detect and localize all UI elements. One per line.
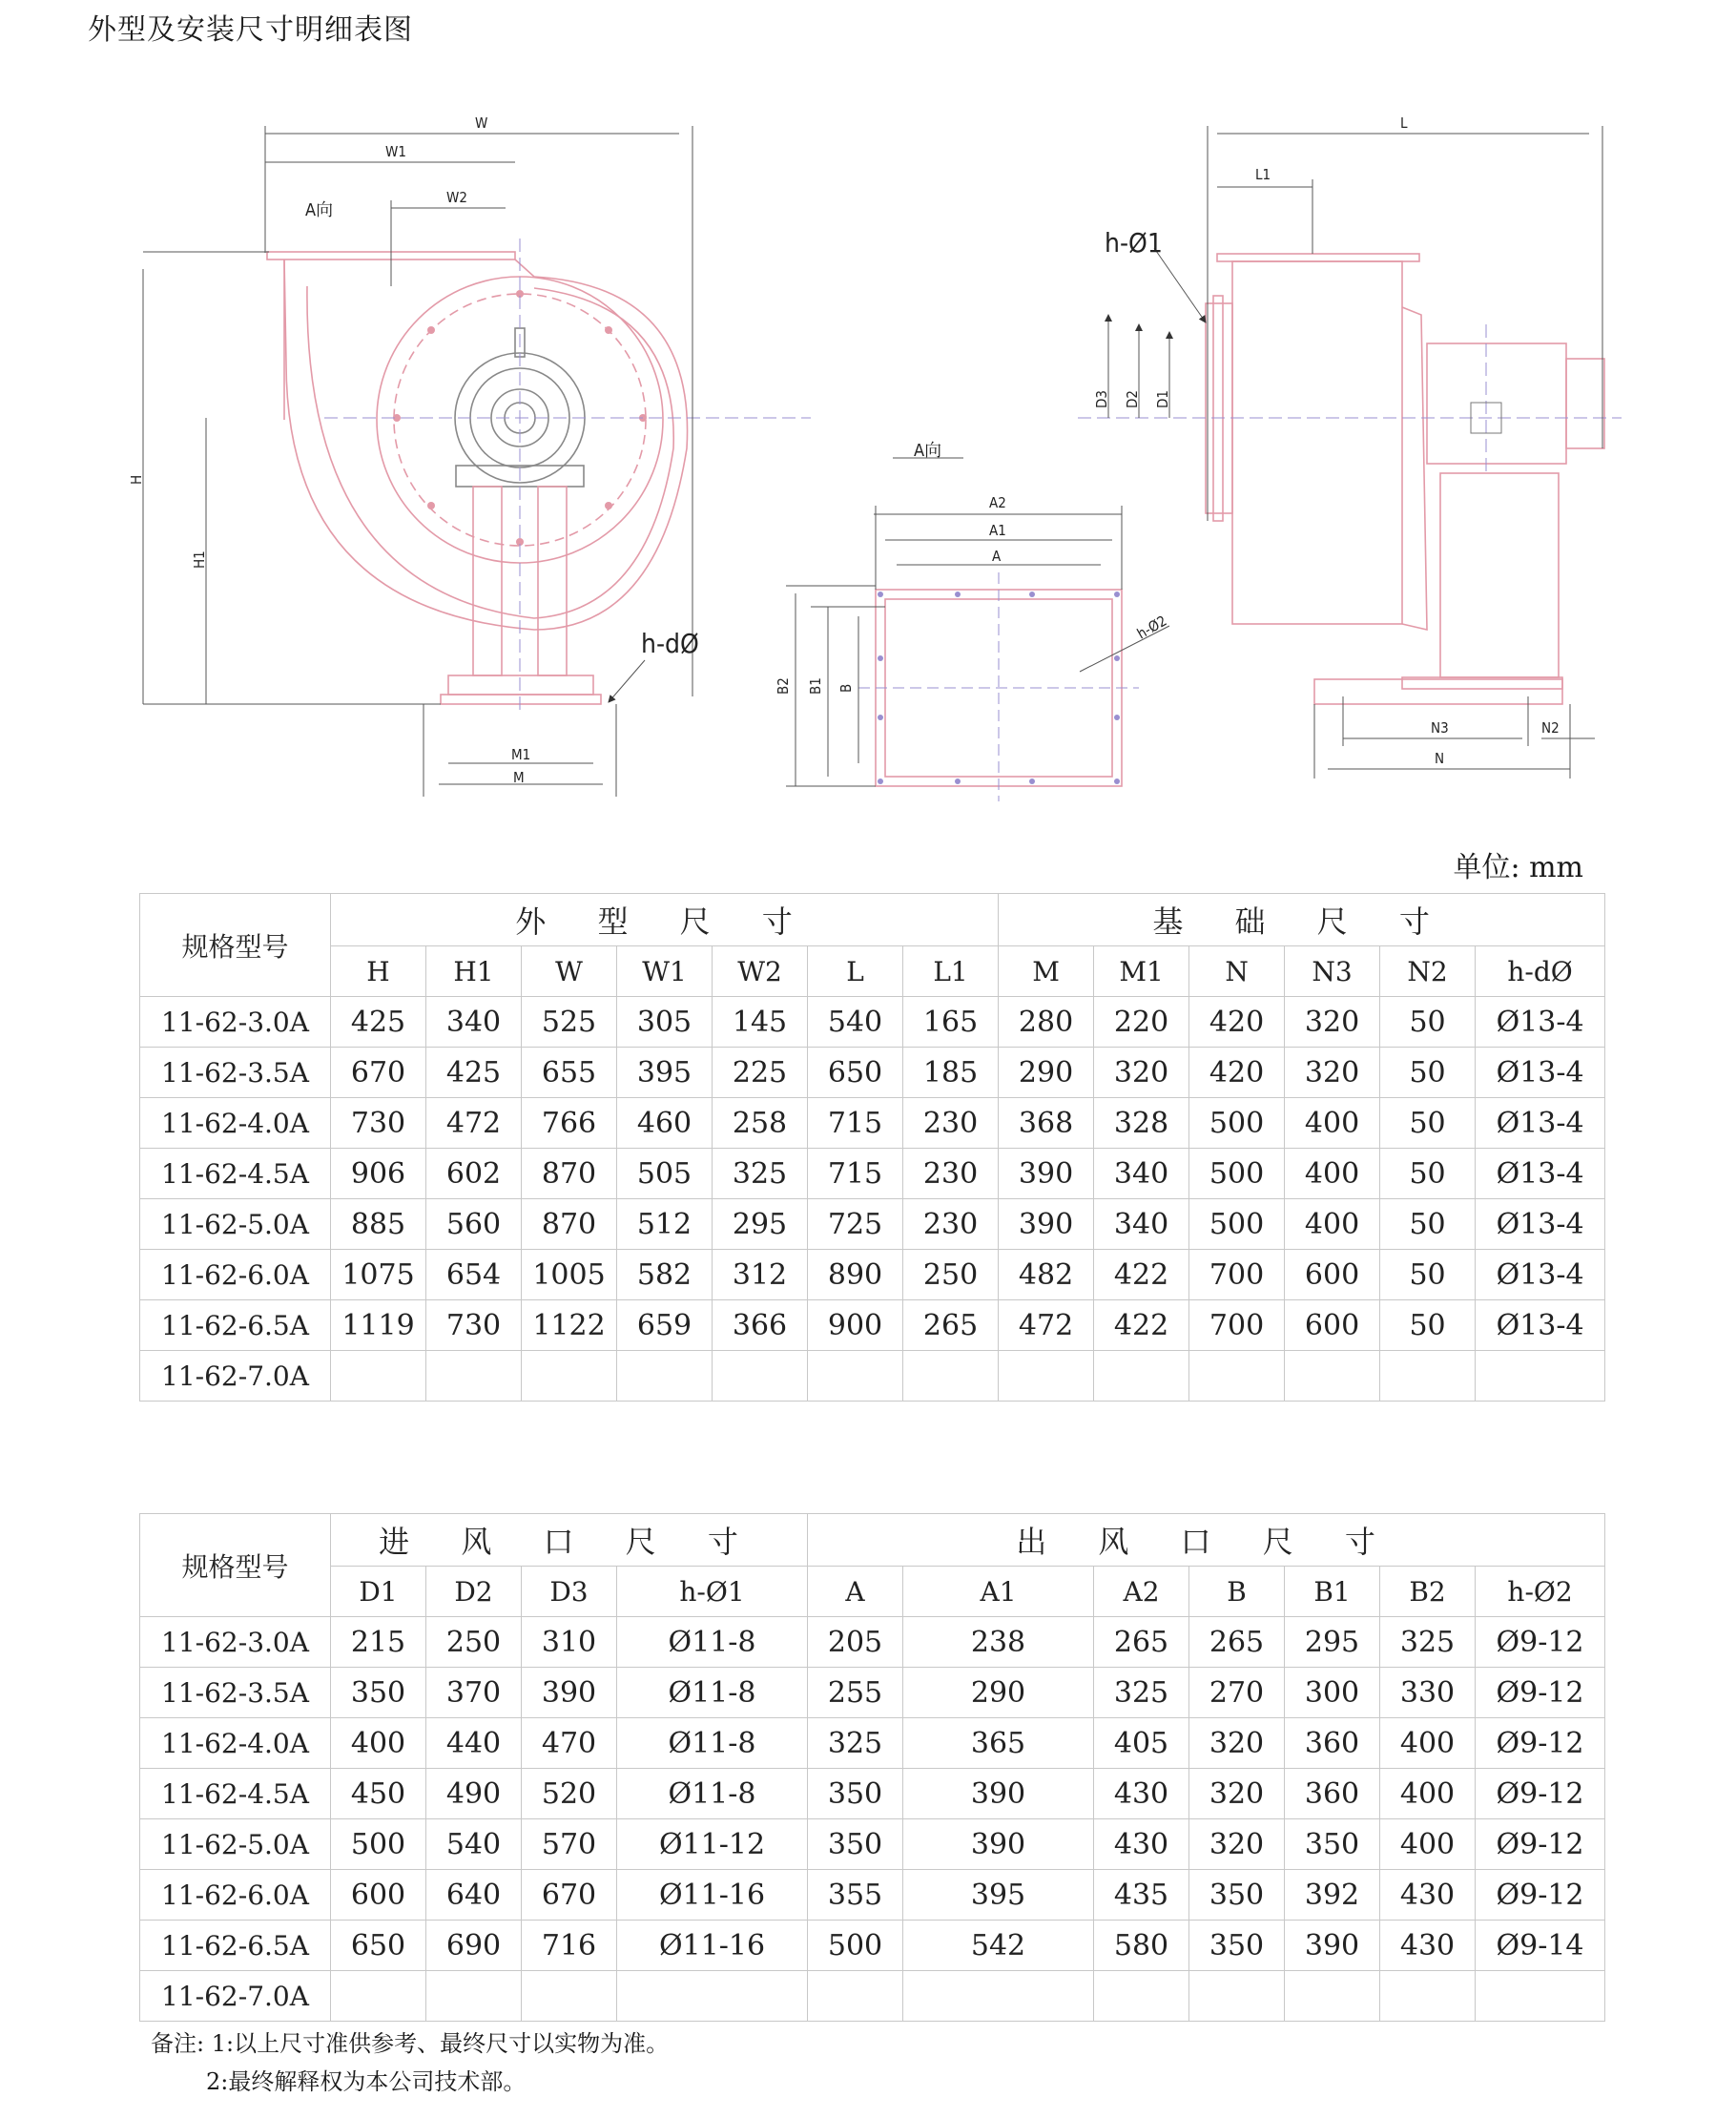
note-line-1: 备注: 1:以上尺寸准供参考、最终尺寸以实物为准。: [151, 2030, 670, 2057]
table1-group-row: [140, 894, 1605, 946]
value-cell: 320: [1094, 1048, 1189, 1098]
model-cell: 11-62-4.5A: [140, 1149, 331, 1199]
value-cell: [713, 1351, 808, 1402]
value-cell: [1094, 1971, 1189, 2022]
value-cell: Ø9-12: [1476, 1617, 1605, 1668]
value-cell: 482: [999, 1250, 1094, 1300]
model-cell: 11-62-6.5A: [140, 1921, 331, 1971]
value-cell: 525: [522, 997, 617, 1048]
dim-l-label: L: [1400, 114, 1408, 132]
model-cell: 11-62-3.0A: [140, 1617, 331, 1668]
column-header: B2: [1380, 1567, 1476, 1617]
value-cell: 50: [1380, 1199, 1476, 1250]
value-cell: 350: [808, 1769, 903, 1819]
value-cell: 390: [903, 1769, 1094, 1819]
value-cell: Ø11-8: [617, 1668, 808, 1718]
value-cell: [1380, 1351, 1476, 1402]
value-cell: 715: [808, 1098, 903, 1149]
value-cell: 505: [617, 1149, 713, 1199]
value-cell: 355: [808, 1870, 903, 1921]
value-cell: Ø13-4: [1476, 1250, 1605, 1300]
value-cell: 430: [1380, 1921, 1476, 1971]
value-cell: 730: [426, 1300, 522, 1351]
value-cell: Ø13-4: [1476, 997, 1605, 1048]
value-cell: 258: [713, 1098, 808, 1149]
outlet-flange-view: [775, 441, 1169, 801]
table2-group-row: [140, 1514, 1605, 1567]
value-cell: 654: [426, 1250, 522, 1300]
value-cell: 420: [1189, 1048, 1285, 1098]
column-header: A2: [1094, 1567, 1189, 1617]
value-cell: 368: [999, 1098, 1094, 1149]
value-cell: 1119: [331, 1300, 426, 1351]
value-cell: [331, 1351, 426, 1402]
value-cell: 430: [1380, 1870, 1476, 1921]
value-cell: [426, 1351, 522, 1402]
dim-w1-label: W1: [385, 143, 406, 160]
value-cell: 330: [1380, 1668, 1476, 1718]
column-header: M1: [1094, 946, 1189, 997]
model-cell: 11-62-7.0A: [140, 1971, 331, 2022]
dim-m1-label: M1: [511, 746, 531, 763]
value-cell: 50: [1380, 1048, 1476, 1098]
value-cell: 512: [617, 1199, 713, 1250]
value-cell: 659: [617, 1300, 713, 1351]
value-cell: Ø13-4: [1476, 1048, 1605, 1098]
side-view: [1078, 114, 1622, 779]
value-cell: 320: [1285, 997, 1380, 1048]
value-cell: 422: [1094, 1250, 1189, 1300]
value-cell: 472: [426, 1098, 522, 1149]
column-header: W1: [617, 946, 713, 997]
value-cell: 400: [1285, 1149, 1380, 1199]
value-cell: 730: [331, 1098, 426, 1149]
value-cell: [1094, 1351, 1189, 1402]
note-line-2: 2:最终解释权为本公司技术部。: [206, 2068, 527, 2095]
value-cell: [999, 1351, 1094, 1402]
model-cell: 11-62-5.0A: [140, 1819, 331, 1870]
value-cell: 440: [426, 1718, 522, 1769]
value-cell: 325: [713, 1149, 808, 1199]
value-cell: 405: [1094, 1718, 1189, 1769]
value-cell: 435: [1094, 1870, 1189, 1921]
table-row: [140, 1048, 1605, 1098]
outline-dimensions-header: 外 型 尺 寸: [331, 894, 999, 946]
dim-b-label: B: [837, 683, 855, 693]
value-cell: [1189, 1971, 1285, 2022]
column-header: h-Ø2: [1476, 1567, 1605, 1617]
value-cell: 350: [1189, 1870, 1285, 1921]
value-cell: 390: [903, 1819, 1094, 1870]
value-cell: 230: [903, 1098, 999, 1149]
value-cell: 340: [1094, 1149, 1189, 1199]
table-row: [140, 1668, 1605, 1718]
value-cell: [522, 1351, 617, 1402]
value-cell: [1189, 1351, 1285, 1402]
value-cell: 570: [522, 1819, 617, 1870]
dim-m-label: M: [513, 769, 525, 786]
value-cell: 725: [808, 1199, 903, 1250]
column-header: H1: [426, 946, 522, 997]
value-cell: 340: [1094, 1199, 1189, 1250]
table-row: [140, 1149, 1605, 1199]
value-cell: 370: [426, 1668, 522, 1718]
value-cell: Ø9-14: [1476, 1921, 1605, 1971]
value-cell: 870: [522, 1199, 617, 1250]
column-header: N: [1189, 946, 1285, 997]
value-cell: 470: [522, 1718, 617, 1769]
value-cell: 425: [426, 1048, 522, 1098]
model-cell: 11-62-4.5A: [140, 1769, 331, 1819]
value-cell: 766: [522, 1098, 617, 1149]
table-row: [140, 997, 1605, 1048]
value-cell: Ø11-8: [617, 1617, 808, 1668]
value-cell: 230: [903, 1149, 999, 1199]
value-cell: 295: [713, 1199, 808, 1250]
value-cell: Ø11-8: [617, 1769, 808, 1819]
table-row: [140, 1870, 1605, 1921]
value-cell: 290: [999, 1048, 1094, 1098]
value-cell: 165: [903, 997, 999, 1048]
column-header: M: [999, 946, 1094, 997]
value-cell: 250: [426, 1617, 522, 1668]
value-cell: 472: [999, 1300, 1094, 1351]
value-cell: 1122: [522, 1300, 617, 1351]
value-cell: 700: [1189, 1250, 1285, 1300]
value-cell: 390: [999, 1199, 1094, 1250]
value-cell: 215: [331, 1617, 426, 1668]
value-cell: [1476, 1351, 1605, 1402]
value-cell: 870: [522, 1149, 617, 1199]
dim-a1-label: A1: [989, 522, 1006, 539]
value-cell: 50: [1380, 997, 1476, 1048]
table-row: [140, 1971, 1605, 2022]
column-header: L1: [903, 946, 999, 997]
value-cell: 500: [331, 1819, 426, 1870]
dim-h1-label: H1: [191, 550, 208, 569]
table1-column-header-row: [140, 946, 1605, 997]
dim-l1-label: L1: [1255, 166, 1271, 183]
a-view-label-left: A向: [305, 200, 334, 220]
value-cell: 400: [331, 1718, 426, 1769]
dim-a-label: A: [992, 548, 1002, 565]
dim-n-label: N: [1435, 750, 1445, 767]
value-cell: 312: [713, 1250, 808, 1300]
value-cell: 320: [1189, 1718, 1285, 1769]
value-cell: 460: [617, 1098, 713, 1149]
value-cell: 360: [1285, 1718, 1380, 1769]
value-cell: 400: [1380, 1718, 1476, 1769]
table-row: [140, 1300, 1605, 1351]
outline-foundation-table: [139, 893, 1605, 1402]
value-cell: 400: [1285, 1199, 1380, 1250]
value-cell: 560: [426, 1199, 522, 1250]
dim-a2-label: A2: [989, 494, 1006, 511]
value-cell: 325: [1094, 1668, 1189, 1718]
value-cell: [1285, 1971, 1380, 2022]
model-cell: 11-62-7.0A: [140, 1351, 331, 1402]
value-cell: Ø11-12: [617, 1819, 808, 1870]
inlet-dimensions-header: 进 风 口 尺 寸: [331, 1514, 808, 1567]
value-cell: 320: [1285, 1048, 1380, 1098]
hole-o1-label: h-Ø1: [1105, 227, 1163, 259]
value-cell: 700: [1189, 1300, 1285, 1351]
column-header: D1: [331, 1567, 426, 1617]
dim-d1-label: D1: [1154, 390, 1171, 408]
table-row: [140, 1921, 1605, 1971]
value-cell: 670: [331, 1048, 426, 1098]
value-cell: 365: [903, 1718, 1094, 1769]
table-row: [140, 1769, 1605, 1819]
value-cell: 542: [903, 1921, 1094, 1971]
value-cell: Ø13-4: [1476, 1149, 1605, 1199]
value-cell: 600: [1285, 1300, 1380, 1351]
value-cell: 350: [1189, 1921, 1285, 1971]
value-cell: Ø13-4: [1476, 1199, 1605, 1250]
value-cell: 50: [1380, 1250, 1476, 1300]
front-view: [267, 252, 688, 704]
page-title: 外型及安装尺寸明细表图: [88, 13, 413, 47]
value-cell: [1476, 1971, 1605, 2022]
column-header: h-Ø1: [617, 1567, 808, 1617]
column-header: h-dØ: [1476, 946, 1605, 997]
hole-d0-label: h-dØ: [641, 628, 699, 659]
value-cell: 145: [713, 997, 808, 1048]
value-cell: 50: [1380, 1149, 1476, 1199]
value-cell: 350: [331, 1668, 426, 1718]
value-cell: 400: [1285, 1098, 1380, 1149]
model-cell: 11-62-3.0A: [140, 997, 331, 1048]
column-header: B: [1189, 1567, 1285, 1617]
column-header: W2: [713, 946, 808, 997]
a-view-label-mid: A向: [914, 441, 942, 461]
value-cell: 325: [1380, 1617, 1476, 1668]
table-row: [140, 1617, 1605, 1668]
value-cell: Ø9-12: [1476, 1718, 1605, 1769]
dim-w-label: W: [475, 114, 488, 132]
notes: [151, 2025, 669, 2101]
value-cell: 500: [808, 1921, 903, 1971]
model-cell: 11-62-4.0A: [140, 1098, 331, 1149]
value-cell: 600: [1285, 1250, 1380, 1300]
value-cell: 350: [1285, 1819, 1380, 1870]
value-cell: 490: [426, 1769, 522, 1819]
value-cell: 885: [331, 1199, 426, 1250]
value-cell: 265: [1189, 1617, 1285, 1668]
value-cell: 602: [426, 1149, 522, 1199]
dim-w2-label: W2: [446, 189, 467, 206]
value-cell: 1005: [522, 1250, 617, 1300]
dim-n3-label: N3: [1431, 719, 1449, 737]
dim-b1-label: B1: [807, 677, 824, 695]
value-cell: [617, 1351, 713, 1402]
table-row: [140, 1718, 1605, 1769]
model-cell: 11-62-6.0A: [140, 1250, 331, 1300]
value-cell: 422: [1094, 1300, 1189, 1351]
value-cell: [903, 1971, 1094, 2022]
value-cell: 265: [1094, 1617, 1189, 1668]
value-cell: [522, 1971, 617, 2022]
value-cell: 350: [808, 1819, 903, 1870]
value-cell: [617, 1971, 808, 2022]
value-cell: 328: [1094, 1098, 1189, 1149]
column-header: A: [808, 1567, 903, 1617]
value-cell: 520: [522, 1769, 617, 1819]
value-cell: 540: [808, 997, 903, 1048]
value-cell: 310: [522, 1617, 617, 1668]
value-cell: 250: [903, 1250, 999, 1300]
value-cell: 390: [999, 1149, 1094, 1199]
value-cell: 265: [903, 1300, 999, 1351]
column-header: D2: [426, 1567, 522, 1617]
value-cell: Ø11-16: [617, 1870, 808, 1921]
value-cell: 715: [808, 1149, 903, 1199]
value-cell: Ø13-4: [1476, 1098, 1605, 1149]
dim-d2-label: D2: [1124, 390, 1141, 408]
value-cell: 500: [1189, 1098, 1285, 1149]
value-cell: 400: [1380, 1819, 1476, 1870]
value-cell: 582: [617, 1250, 713, 1300]
value-cell: 205: [808, 1617, 903, 1668]
foundation-dimensions-header: 基 础 尺 寸: [999, 894, 1605, 946]
value-cell: [903, 1351, 999, 1402]
value-cell: 390: [1285, 1921, 1380, 1971]
value-cell: 300: [1285, 1668, 1380, 1718]
model-header: 规格型号: [140, 1514, 331, 1617]
value-cell: 220: [1094, 997, 1189, 1048]
value-cell: 600: [331, 1870, 426, 1921]
value-cell: 690: [426, 1921, 522, 1971]
value-cell: Ø11-16: [617, 1921, 808, 1971]
model-cell: 11-62-3.5A: [140, 1668, 331, 1718]
value-cell: 450: [331, 1769, 426, 1819]
value-cell: 320: [1189, 1769, 1285, 1819]
value-cell: [808, 1971, 903, 2022]
dim-d3-label: D3: [1093, 390, 1110, 408]
dim-h-label: H: [128, 474, 145, 485]
value-cell: [1380, 1971, 1476, 2022]
value-cell: 360: [1285, 1769, 1380, 1819]
value-cell: 238: [903, 1617, 1094, 1668]
value-cell: 340: [426, 997, 522, 1048]
column-header: W: [522, 946, 617, 997]
value-cell: 640: [426, 1870, 522, 1921]
value-cell: [808, 1351, 903, 1402]
model-cell: 11-62-4.0A: [140, 1718, 331, 1769]
value-cell: 1075: [331, 1250, 426, 1300]
value-cell: 325: [808, 1718, 903, 1769]
column-header: H: [331, 946, 426, 997]
value-cell: 650: [331, 1921, 426, 1971]
value-cell: 280: [999, 997, 1094, 1048]
model-cell: 11-62-6.5A: [140, 1300, 331, 1351]
column-header: A1: [903, 1567, 1094, 1617]
value-cell: 430: [1094, 1819, 1189, 1870]
value-cell: [331, 1971, 426, 2022]
value-cell: 670: [522, 1870, 617, 1921]
value-cell: 900: [808, 1300, 903, 1351]
value-cell: 716: [522, 1921, 617, 1971]
dim-n2-label: N2: [1541, 719, 1560, 737]
value-cell: 290: [903, 1668, 1094, 1718]
value-cell: Ø13-4: [1476, 1300, 1605, 1351]
table-row: [140, 1819, 1605, 1870]
unit-label: 单位: mm: [1453, 851, 1583, 884]
column-header: D3: [522, 1567, 617, 1617]
dim-b2-label: B2: [775, 677, 792, 695]
value-cell: 890: [808, 1250, 903, 1300]
value-cell: 650: [808, 1048, 903, 1098]
value-cell: Ø9-12: [1476, 1668, 1605, 1718]
value-cell: 270: [1189, 1668, 1285, 1718]
value-cell: 392: [1285, 1870, 1380, 1921]
column-header: N3: [1285, 946, 1380, 997]
column-header: N2: [1380, 946, 1476, 997]
value-cell: 225: [713, 1048, 808, 1098]
value-cell: Ø9-12: [1476, 1870, 1605, 1921]
value-cell: 655: [522, 1048, 617, 1098]
hole-o2-label: h-Ø2: [1134, 612, 1170, 643]
fan-dimension-drawing: [0, 0, 1736, 820]
column-header: L: [808, 946, 903, 997]
table-row: [140, 1351, 1605, 1402]
value-cell: 295: [1285, 1617, 1380, 1668]
value-cell: 395: [617, 1048, 713, 1098]
table-row: [140, 1250, 1605, 1300]
value-cell: 420: [1189, 997, 1285, 1048]
value-cell: 390: [522, 1668, 617, 1718]
value-cell: [1285, 1351, 1380, 1402]
table-row: [140, 1098, 1605, 1149]
model-cell: 11-62-5.0A: [140, 1199, 331, 1250]
value-cell: Ø9-12: [1476, 1769, 1605, 1819]
value-cell: 540: [426, 1819, 522, 1870]
value-cell: 366: [713, 1300, 808, 1351]
value-cell: 500: [1189, 1199, 1285, 1250]
value-cell: 430: [1094, 1769, 1189, 1819]
value-cell: 500: [1189, 1149, 1285, 1199]
value-cell: 230: [903, 1199, 999, 1250]
model-header: 规格型号: [140, 894, 331, 997]
table-row: [140, 1199, 1605, 1250]
outlet-dimensions-header: 出 风 口 尺 寸: [808, 1514, 1605, 1567]
value-cell: 50: [1380, 1300, 1476, 1351]
value-cell: 305: [617, 997, 713, 1048]
value-cell: Ø9-12: [1476, 1819, 1605, 1870]
value-cell: Ø11-8: [617, 1718, 808, 1769]
value-cell: 395: [903, 1870, 1094, 1921]
column-header: B1: [1285, 1567, 1380, 1617]
table2-column-header-row: [140, 1567, 1605, 1617]
value-cell: 320: [1189, 1819, 1285, 1870]
value-cell: 906: [331, 1149, 426, 1199]
value-cell: 580: [1094, 1921, 1189, 1971]
model-cell: 11-62-3.5A: [140, 1048, 331, 1098]
value-cell: 185: [903, 1048, 999, 1098]
value-cell: 425: [331, 997, 426, 1048]
value-cell: 400: [1380, 1769, 1476, 1819]
model-cell: 11-62-6.0A: [140, 1870, 331, 1921]
inlet-outlet-table: [139, 1513, 1605, 2022]
value-cell: 255: [808, 1668, 903, 1718]
value-cell: [426, 1971, 522, 2022]
value-cell: 50: [1380, 1098, 1476, 1149]
